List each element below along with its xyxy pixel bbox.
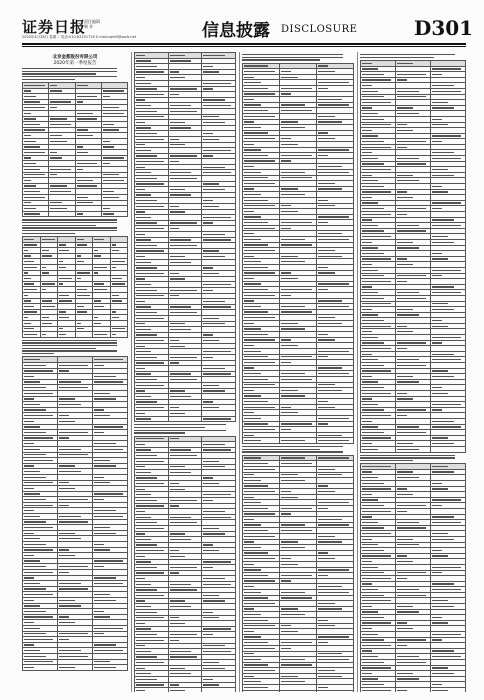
col1-text-2: [22, 219, 128, 234]
table-cell: [361, 446, 396, 452]
section-title-en: DISCLOSURE: [281, 24, 358, 35]
table-cell: [317, 438, 354, 444]
table-row: [23, 665, 128, 671]
table-cell: [75, 332, 93, 338]
table-cell: [110, 332, 128, 338]
table-4: [134, 52, 236, 422]
col4-text-2: [360, 455, 466, 462]
data-table: [22, 236, 128, 338]
column-2: [134, 52, 236, 692]
data-table: [22, 356, 128, 670]
table-9: [360, 463, 466, 692]
column-divider: [239, 52, 240, 692]
data-table: [134, 52, 236, 422]
table-3: [22, 356, 128, 670]
table-cell: [49, 211, 75, 217]
table-row: [361, 687, 466, 692]
data-table: [22, 82, 128, 217]
table-cell: [101, 211, 127, 217]
col1-text-3: [22, 340, 128, 355]
table-6: [242, 63, 354, 444]
table-cell: [396, 687, 431, 692]
table-row: [23, 211, 128, 217]
table-cell: [243, 438, 280, 444]
col4-text: [360, 54, 466, 58]
table-cell: [23, 665, 58, 671]
page-number: D301: [414, 16, 474, 40]
table-row: [243, 690, 354, 692]
table-row: [23, 332, 128, 338]
editor-credit-1: 责任编辑: [84, 19, 100, 24]
col3-text-2: [242, 446, 354, 453]
section-title-zh: 信息披露: [202, 21, 270, 41]
table-cell: [168, 416, 202, 422]
table-cell: [317, 690, 354, 692]
masthead-rule-thin: [22, 46, 466, 47]
table-7: [242, 455, 354, 692]
notice-title: 2020年第一季度报告: [53, 61, 97, 66]
table-cell: [280, 438, 317, 444]
table-row: [361, 446, 466, 452]
masthead-rule: [22, 43, 466, 45]
table-cell: [431, 446, 466, 452]
column-4: [360, 52, 466, 692]
table-cell: [58, 665, 93, 671]
col2-text: [134, 424, 236, 433]
table-5: [134, 436, 236, 692]
notice-company: 北京金都股份有限公司: [52, 55, 98, 60]
table-cell: [40, 332, 58, 338]
table-cell: [135, 416, 169, 422]
newspaper-logo: 证券日报: [22, 18, 87, 36]
data-table: [360, 60, 466, 453]
table-cell: [361, 687, 396, 692]
date-line: 2020年4月28日 星期二 电话:010-83251716 E-mail:zqrb9@zqrb.net: [22, 35, 137, 39]
table-cell: [75, 211, 101, 217]
data-table: [242, 455, 354, 692]
table-cell: [135, 688, 169, 692]
data-table: [242, 63, 354, 444]
data-table: [360, 463, 466, 692]
column-divider: [131, 52, 132, 692]
table-cell: [243, 690, 280, 692]
masthead: [0, 0, 484, 48]
table-cell: [93, 665, 128, 671]
table-cell: [23, 211, 49, 217]
data-table: [134, 436, 236, 692]
table-8: [360, 60, 466, 453]
table-row: [243, 438, 354, 444]
table-cell: [168, 688, 202, 692]
table-cell: [202, 688, 236, 692]
table-cell: [280, 690, 317, 692]
column-3: [242, 52, 354, 692]
col3-text: [242, 54, 354, 61]
table-cell: [396, 446, 431, 452]
notice-header: [22, 54, 128, 66]
table-cell: [431, 687, 466, 692]
table-1: [22, 82, 128, 217]
table-2: [22, 236, 128, 338]
table-cell: [93, 332, 111, 338]
table-cell: [202, 416, 236, 422]
editor-credits: [84, 19, 100, 29]
table-cell: [23, 332, 41, 338]
column-1: [22, 52, 128, 692]
column-divider: [357, 52, 358, 692]
table-cell: [58, 332, 76, 338]
editor-credit-2: 制 作: [84, 24, 94, 29]
table-row: [135, 416, 236, 422]
table-row: [135, 688, 236, 692]
notice-body-text: [22, 68, 128, 80]
